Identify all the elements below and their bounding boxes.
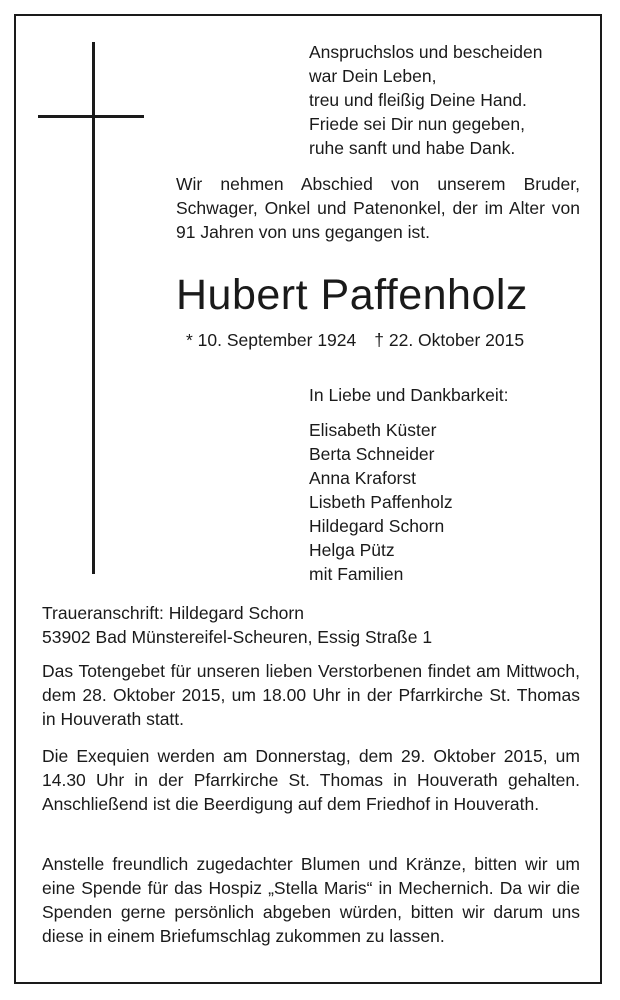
mourner-name: Helga Pütz [309,540,395,560]
mourner-name: Anna Kraforst [309,468,416,488]
deceased-name: Hubert Paffenholz [176,271,528,319]
mourning-address [42,601,432,649]
mourner-name: Hildegard Schorn [309,516,445,536]
farewell-intro: Wir nehmen Abschied von unserem Bruder, Schwager, Onkel und Patenonkel, der im Alter von 91 Jahren von uns gegangen ist. [176,174,580,242]
death-date: † 22. Oktober 2015 [374,330,525,350]
poem-line: ruhe sanft und habe Dank. [309,138,516,158]
mourners-heading: In Liebe und Dankbarkeit: [309,385,509,405]
memorial-poem [309,40,543,160]
address-line: 53902 Bad Münstereifel-Scheuren, Essig Straße 1 [42,627,433,647]
donation-paragraph: Anstelle freundlich zugedachter Blumen und Kränze, bitten wir um eine Spende für das Hospiz „Stella Maris“ in Mechernich. Da wir die Spenden gerne persönlich abgeben würden, bitten wir darum uns diese in einem Briefumschlag zukommen zu lassen. [42,854,580,946]
mourner-name: Lisbeth Paffenholz [309,492,453,512]
funeral-paragraph: Die Exequien werden am Donnerstag, dem 29. Oktober 2015, um 14.30 Uhr in der Pfarrkirche St. Thomas in Houverath gehalten. Anschließend ist die Beerdigung auf dem Friedhof in Houverath. [42,746,580,814]
birth-date: * 10. September 1924 [186,330,357,350]
poem-line: treu und fleißig Deine Hand. [309,90,527,110]
prayer-paragraph: Das Totengebet für unseren lieben Verstorbenen findet am Mittwoch, dem 28. Oktober 2015, um 18.00 Uhr in der Pfarrkirche St. Thomas in Houverath statt. [42,661,580,729]
mourners-list [309,418,453,586]
cross-horizontal-bar [38,115,144,118]
cross-vertical-bar [92,42,95,574]
poem-line: Anspruchslos und bescheiden [309,42,543,62]
mourner-name: Berta Schneider [309,444,435,464]
life-dates [186,328,524,352]
mourner-name: Elisabeth Küster [309,420,437,440]
address-line: Traueranschrift: Hildegard Schorn [42,603,304,623]
poem-line: war Dein Leben, [309,66,437,86]
mourner-name: mit Familien [309,564,404,584]
poem-line: Friede sei Dir nun gegeben, [309,114,525,134]
